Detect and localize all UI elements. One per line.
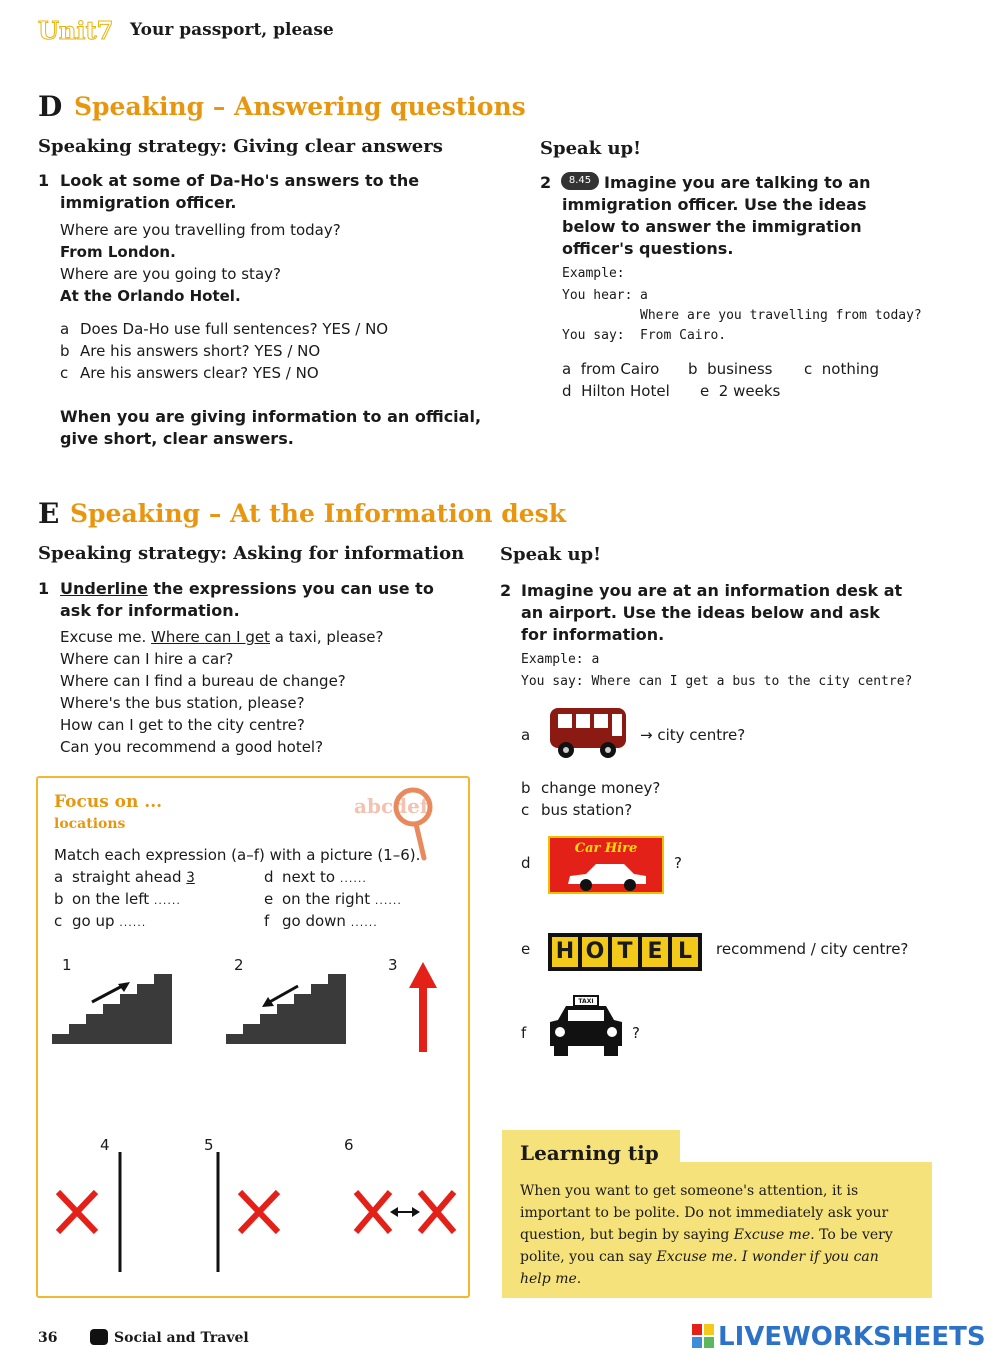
e-item-letter: f: [521, 1024, 527, 1042]
picture-number: 3: [388, 956, 398, 974]
d-you-hear-letter: a: [640, 288, 648, 303]
picture-number: 5: [204, 1136, 214, 1154]
picture-number: 2: [234, 956, 244, 974]
d-option: c nothing: [804, 360, 880, 378]
dialogue-line: From London.: [60, 243, 176, 261]
list-item: a Does Da-Ho use full sentences? YES / NO: [60, 320, 389, 338]
d-speakup-instruction: Imagine you are talking to an immigration officer. Use the ideas below to answer the immigration officer's questions.: [562, 173, 871, 258]
list-item: Where's the bus station, please?: [60, 694, 305, 712]
unit-label: Unit7: [38, 16, 114, 45]
e-speakup-instruction: Imagine you are at an information desk at an airport. Use the ideas below and ask for information.: [521, 581, 903, 644]
picture-number: 1: [62, 956, 72, 974]
car-hire-sign: [548, 836, 664, 894]
list-item: Can you recommend a good hotel?: [60, 738, 324, 756]
hotel-letter: L: [672, 937, 698, 967]
cross-next-to-cross-icon: [352, 1188, 458, 1236]
section-d-letter: D: [38, 90, 63, 123]
e-example-label: Example: a: [521, 652, 600, 667]
cross-right-of-line-icon: [212, 1152, 292, 1272]
d-you-say-label: You say:: [562, 328, 625, 343]
e-item: c bus station?: [521, 801, 633, 819]
focus-item: d next to ......: [264, 868, 367, 886]
focus-item: b on the left ......: [54, 890, 181, 908]
section-e-strategy: Speaking strategy: Asking for information: [38, 543, 465, 564]
focus-item: c go up ......: [54, 912, 147, 930]
e-item-text: → city centre?: [640, 726, 746, 744]
dialogue-line: Where are you travelling from today?: [60, 221, 341, 239]
d-speakup-num: 2: [540, 173, 552, 192]
d-q1-instruction: Look at some of Da-Ho's answers to the immigration officer.: [60, 171, 420, 212]
focus-subtitle: locations: [54, 816, 126, 832]
hotel-letter: E: [642, 937, 668, 967]
list-item: Where can I hire a car?: [60, 650, 234, 668]
section-e-title: Speaking – At the Information desk: [70, 499, 567, 528]
liveworksheets-logo-icon: [692, 1324, 714, 1348]
d-you-say-text: From Cairo.: [640, 328, 727, 343]
page-number: 36: [38, 1330, 58, 1346]
focus-box: [36, 776, 470, 1298]
stairs-up-icon: [52, 974, 174, 1048]
hotel-letter: H: [552, 937, 578, 967]
d-q1-note: When you are giving information to an official, give short, clear answers.: [60, 407, 482, 448]
learning-tip-title: Learning tip: [520, 1141, 659, 1165]
d-example-label: Example:: [562, 266, 625, 281]
cd-track-label: 8.45: [568, 175, 592, 186]
stairs-down-icon: [226, 974, 348, 1048]
d-option: b business: [688, 360, 773, 378]
section-d-strategy: Speaking strategy: Giving clear answers: [38, 136, 443, 157]
d-q1-dialogue: [60, 219, 480, 307]
list-item: b Are his answers short? YES / NO: [60, 342, 321, 360]
e-q1-num: 1: [38, 579, 50, 598]
straight-arrow-icon: [408, 962, 438, 1052]
list-item: Excuse me. Where can I get a taxi, please?: [60, 628, 384, 646]
picture-number: 4: [100, 1136, 110, 1154]
d-you-hear-label: You hear:: [562, 288, 633, 303]
learning-tip-text: When you want to get someone's attention, it is important to be polite. Do not immediately ask your question, but begin by saying Excuse me. To be very polite, you can say Excuse me. I wonder if you can help me.: [520, 1183, 893, 1287]
picture-number: 6: [344, 1136, 354, 1154]
e-item-text: ?: [674, 854, 682, 872]
d-option: d Hilton Hotel: [562, 382, 670, 400]
list-item: c Are his answers clear? YES / NO: [60, 364, 319, 382]
focus-item: a straight ahead 3: [54, 868, 195, 886]
e-item-letter: d: [521, 854, 531, 872]
section-d-title: Speaking – Answering questions: [74, 92, 526, 121]
e-item: b change money?: [521, 779, 661, 797]
unit-title: Your passport, please: [130, 20, 334, 40]
e-item-text: recommend / city centre?: [716, 940, 909, 958]
abc-watermark: abcdef: [354, 794, 429, 818]
cross-left-of-line-icon: [52, 1152, 132, 1272]
e-q1-instruction: Underline the expressions you can use to ask for information.: [60, 579, 434, 620]
hotel-sign: [548, 933, 702, 971]
focus-instruction: Match each expression (a–f) with a picture (1–6).: [54, 846, 421, 864]
hotel-letter: T: [612, 937, 638, 967]
brand-name[interactable]: LIVEWORKSHEETS: [718, 1322, 986, 1352]
hotel-letter: O: [582, 937, 608, 967]
d-you-hear-text: Where are you travelling from today?: [640, 308, 922, 323]
d-option: e 2 weeks: [700, 382, 781, 400]
e-you-say: You say: Where can I get a bus to the city centre?: [521, 674, 913, 689]
car-hire-label: Car Hire: [574, 841, 638, 856]
focus-title: Focus on ...: [54, 792, 163, 812]
e-speakup-title: Speak up!: [500, 544, 602, 565]
e-item-text: ?: [632, 1024, 640, 1042]
d-speakup-title: Speak up!: [540, 138, 642, 159]
e-q1-lines: [60, 626, 480, 758]
d-q1-items: [60, 318, 490, 384]
taxi-label: TAXI: [578, 998, 594, 1005]
e-item-letter: e: [521, 940, 531, 958]
d-q1-num: 1: [38, 171, 50, 190]
d-option: a from Cairo: [562, 360, 660, 378]
e-speakup-num: 2: [500, 581, 512, 600]
focus-item: f go down ......: [264, 912, 378, 930]
dialogue-line: At the Orlando Hotel.: [60, 287, 241, 305]
list-item: Where can I find a bureau de change?: [60, 672, 346, 690]
dialogue-line: Where are you going to stay?: [60, 265, 281, 283]
section-e-letter: E: [38, 497, 60, 530]
list-item: How can I get to the city centre?: [60, 716, 305, 734]
bus-icon: [546, 702, 632, 762]
book-title: Social and Travel: [114, 1330, 249, 1346]
e-item-letter: a: [521, 726, 531, 744]
book-icon: [90, 1329, 108, 1345]
focus-item: e on the right ......: [264, 890, 402, 908]
car-icon: [564, 860, 650, 892]
